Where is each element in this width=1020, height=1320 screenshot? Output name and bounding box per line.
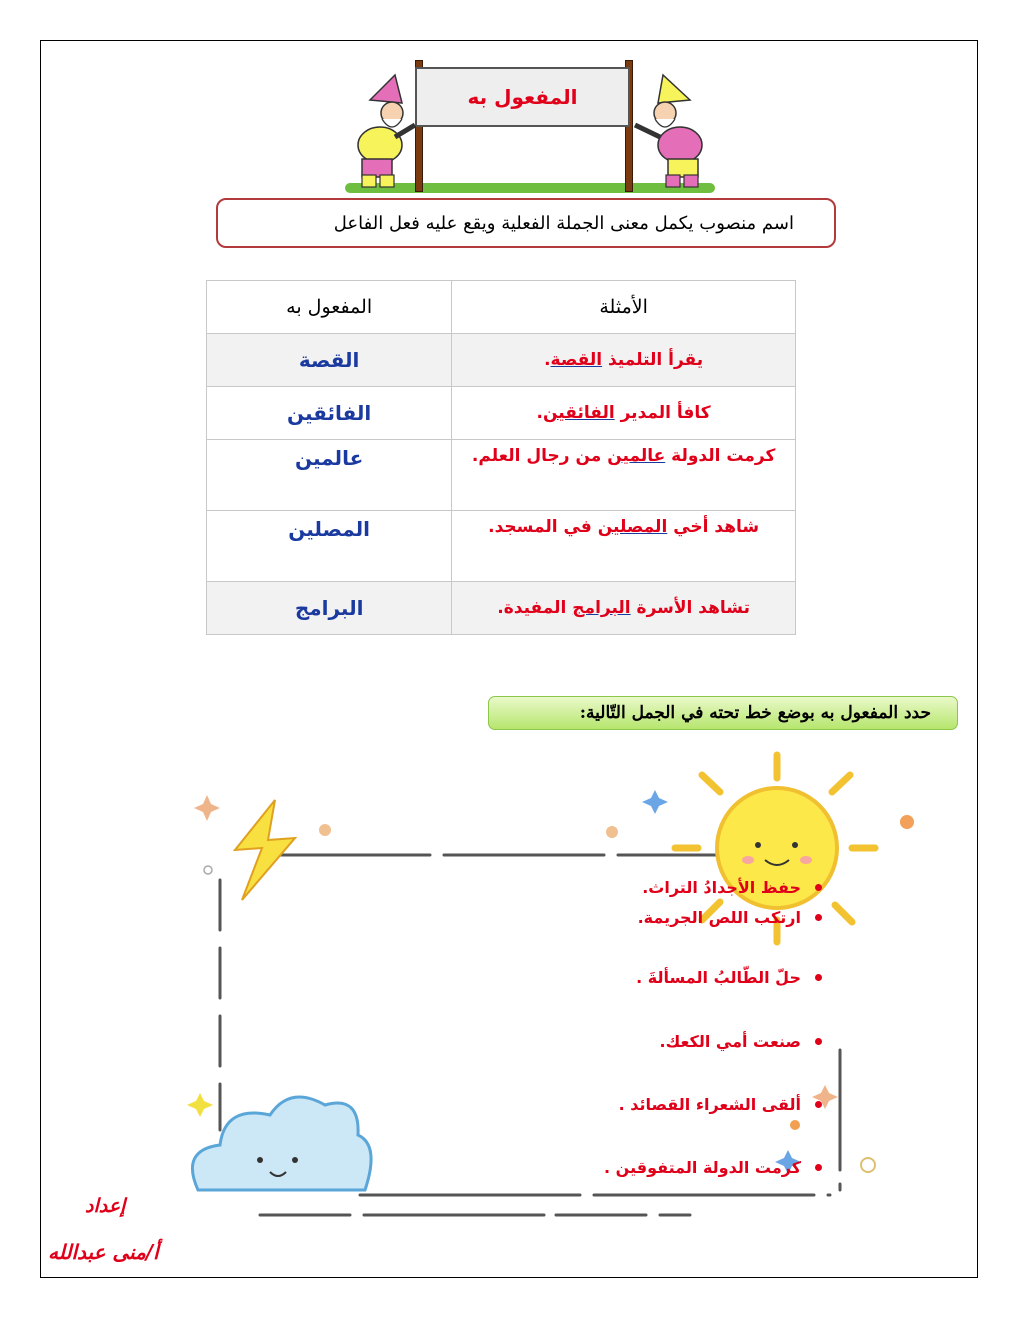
author-name: أ/منى عبدالله xyxy=(48,1240,159,1264)
dwarf-right-icon xyxy=(635,75,702,187)
header-object: المفعول به xyxy=(207,281,452,334)
bullet-icon xyxy=(815,1038,822,1045)
banner-title: المفعول به xyxy=(467,85,578,109)
author-label: إعداد xyxy=(85,1195,126,1217)
example-cell: تشاهد الأسرة البرامج المفيدة. xyxy=(452,582,796,635)
instruction-bar xyxy=(488,696,958,730)
examples-table xyxy=(206,280,796,635)
example-cell: كرمت الدولة عالمين من رجال العلم. xyxy=(452,440,796,511)
title-banner xyxy=(340,55,720,195)
bullet-icon xyxy=(815,974,822,981)
list-item: كرمت الدولة المتفوقين . xyxy=(604,1158,822,1177)
table-row xyxy=(207,440,796,511)
definition-text: اسم منصوب يكمل معنى الجملة الفعلية ويقع عليه فعل الفاعل xyxy=(333,212,794,234)
list-item: ارتكب اللص الجريمة. xyxy=(638,908,822,927)
instruction-text: حدد المفعول به بوضع خط تحته في الجمل التّالية: xyxy=(579,703,931,723)
list-item: حلّ الطّالبُ المسألةَ . xyxy=(636,968,822,987)
exercise-frame xyxy=(180,750,920,1230)
object-cell: المصلين xyxy=(207,511,452,582)
dwarf-illustrations xyxy=(340,55,720,195)
bullet-icon xyxy=(815,1101,822,1108)
definition-box xyxy=(216,198,836,248)
bullet-icon xyxy=(815,884,822,891)
table-row xyxy=(207,387,796,440)
dwarf-left-icon xyxy=(358,75,415,187)
list-item: حفظ الأجدادُ التراث. xyxy=(642,878,822,897)
object-cell: الفائقين xyxy=(207,387,452,440)
table-row xyxy=(207,582,796,635)
example-cell: كافأ المدير الفائقين. xyxy=(452,387,796,440)
bullet-icon xyxy=(815,1164,822,1171)
list-item: ألقى الشعراء القصائد . xyxy=(619,1095,822,1114)
table-header-row xyxy=(207,281,796,334)
header-examples: الأمثلة xyxy=(452,281,796,334)
list-item: صنعت أمي الكعك. xyxy=(660,1032,822,1051)
example-cell: شاهد أخي المصلين في المسجد. xyxy=(452,511,796,582)
object-cell: عالمين xyxy=(207,440,452,511)
exercise-sentences xyxy=(180,750,920,1230)
object-cell: البرامج xyxy=(207,582,452,635)
table-row xyxy=(207,511,796,582)
table-row xyxy=(207,334,796,387)
object-cell: القصة xyxy=(207,334,452,387)
example-cell: يقرأ التلميذ القصة. xyxy=(452,334,796,387)
bullet-icon xyxy=(815,914,822,921)
